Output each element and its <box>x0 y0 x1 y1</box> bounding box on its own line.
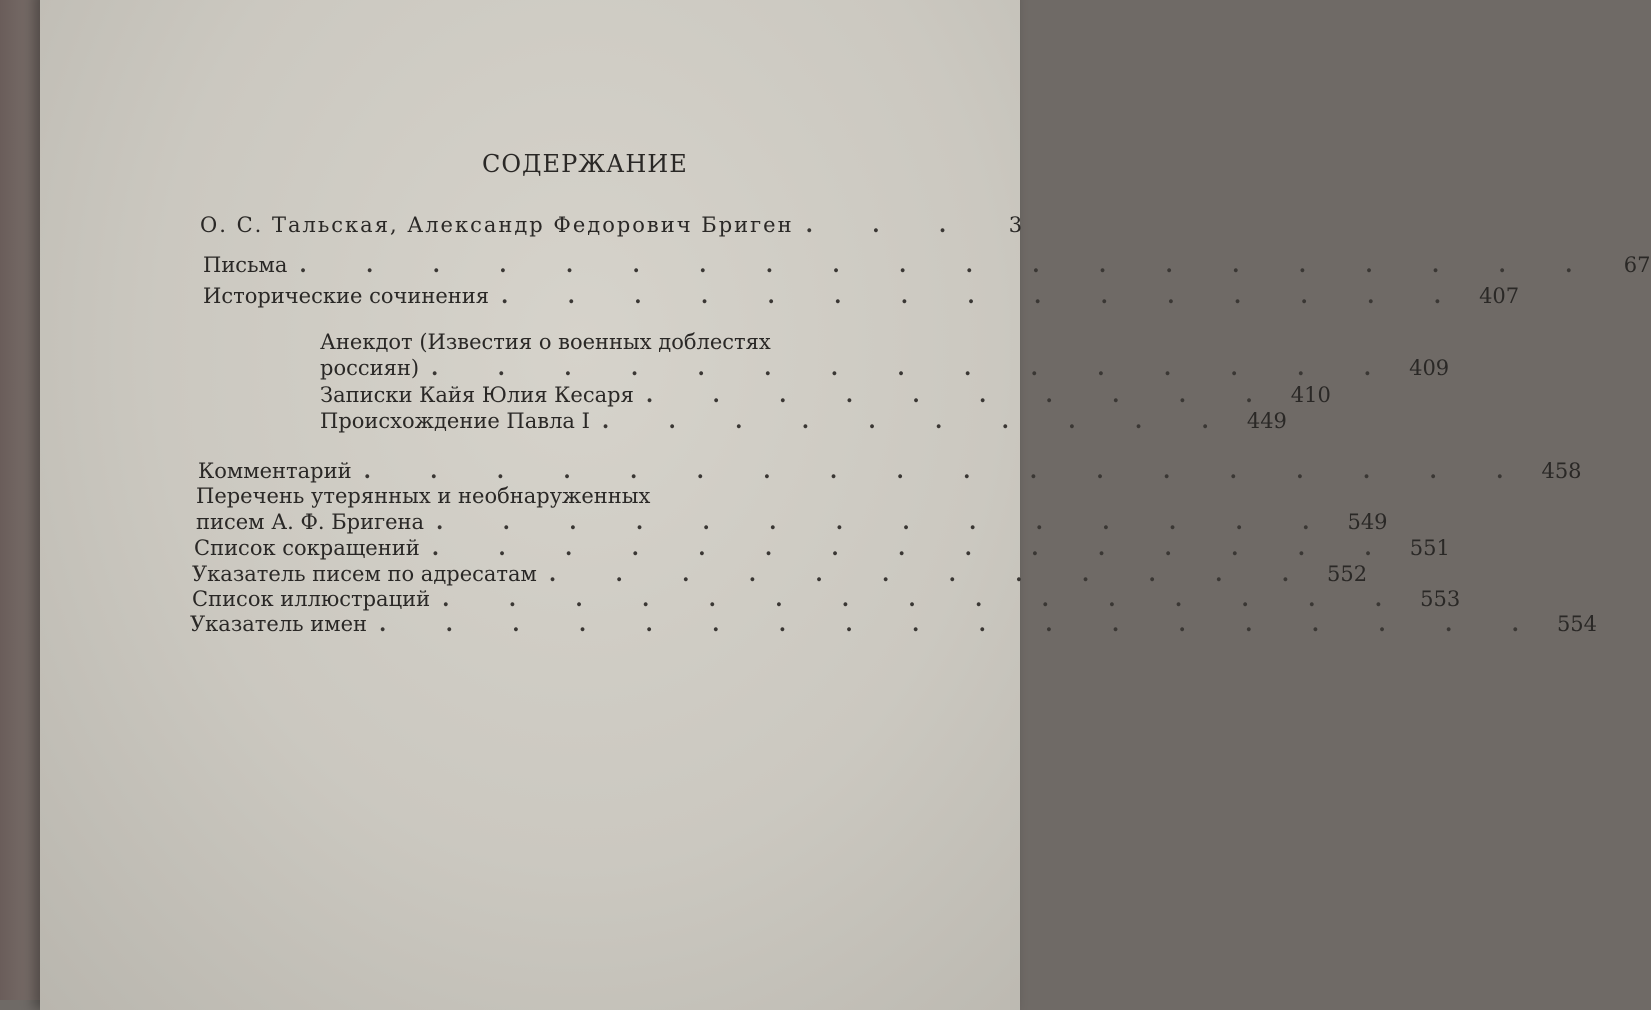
toc-page-number: 3 <box>1008 213 1025 237</box>
page-title: СОДЕРЖАНИЕ <box>482 150 688 178</box>
leader-dots: . . . . . . . . . . . . . . . <box>442 586 1409 611</box>
toc-entry-illustrations <box>192 586 1461 612</box>
toc-entry-anecdote-line1: Анекдот (Известия о военных доблестях <box>320 330 771 354</box>
toc-entry-paul-origin <box>320 408 1287 434</box>
toc-entry-label: Указатель имен <box>190 612 368 636</box>
leader-dots: . . . . . . . . . . . . . . . . . . <box>363 458 1530 483</box>
leader-dots: . . . . . . . . . . . . . . . . . . . . <box>299 252 1599 277</box>
toc-entry-label: Список иллюстраций <box>192 587 431 611</box>
toc-entry-label: Указатель писем по адресатам <box>192 562 537 586</box>
toc-entry-anecdote <box>320 355 1450 381</box>
toc-page-number: 67 <box>1623 253 1651 277</box>
toc-entry-caesar-notes <box>320 382 1331 408</box>
toc-entry-letters <box>203 252 1651 278</box>
toc-entry-label: Происхождение Павла I <box>320 409 590 433</box>
leader-dots: . . . <box>805 212 973 237</box>
toc-entry-label: О. С. Тальская, Александр Федорович Бриген <box>200 213 794 237</box>
toc-entry-label: Комментарий <box>198 459 352 483</box>
leader-dots: . . . . . . . . . . <box>601 408 1235 433</box>
toc-page-number: 449 <box>1246 409 1287 433</box>
toc-page-number: 458 <box>1541 459 1582 483</box>
toc-entry-names-index <box>190 611 1598 637</box>
toc-entry-label: Записки Кайя Юлия Кесаря <box>320 383 634 407</box>
toc-entry-intro <box>200 212 1025 238</box>
leader-dots: . . . . . . . . . . . . . . . . . . <box>379 611 1545 636</box>
leader-dots: . . . . . . . . . . . . . . . <box>431 535 1398 560</box>
toc-entry-historical-works <box>203 283 1520 309</box>
leader-dots: . . . . . . . . . . . . . . . <box>431 355 1398 380</box>
toc-entry-letters-index <box>192 561 1368 587</box>
toc-page-number: 409 <box>1409 356 1450 380</box>
toc-entry-label: россиян) <box>320 356 420 380</box>
toc-entry-label: Письма <box>203 253 288 277</box>
leader-dots: . . . . . . . . . . <box>645 382 1279 407</box>
toc-page-number: 549 <box>1347 510 1388 534</box>
leader-dots: . . . . . . . . . . . . <box>548 561 1316 586</box>
toc-page-number: 407 <box>1479 284 1520 308</box>
leader-dots: . . . . . . . . . . . . . . <box>436 509 1336 534</box>
toc-page-number: 551 <box>1409 536 1450 560</box>
toc-page-number: 552 <box>1327 562 1368 586</box>
toc-entry-commentary <box>198 458 1582 484</box>
toc-page-number: 410 <box>1290 383 1331 407</box>
toc-page-number: 554 <box>1556 612 1598 636</box>
leader-dots: . . . . . . . . . . . . . . . <box>501 283 1468 308</box>
toc-entry-label: Список сокращений <box>194 536 420 560</box>
toc-page-number: 553 <box>1420 587 1461 611</box>
toc-entry-abbreviations <box>194 535 1450 561</box>
toc-entry-lost-letters-line1: Перечень утерянных и необнаруженных <box>196 484 651 508</box>
toc-entry-label: писем А. Ф. Бригена <box>196 510 425 534</box>
toc-entry-label: Исторические сочинения <box>203 284 490 308</box>
toc-entry-lost-letters <box>196 509 1388 535</box>
